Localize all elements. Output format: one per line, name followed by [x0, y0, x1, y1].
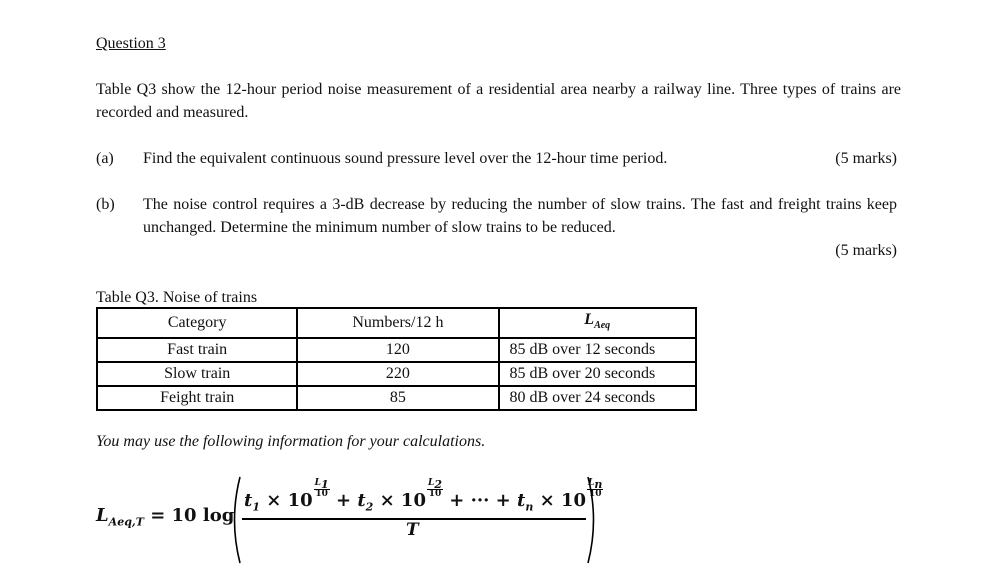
cell-laeq: 85 dB over 20 seconds [499, 362, 697, 386]
part-b-text: The noise control requires a 3-dB decrease by reducing the number of slow trains. The fast and freight trains keep unchanged. Determine the minimum number of slow trains to be reduced. [143, 196, 897, 236]
cell-numbers: 120 [297, 338, 498, 362]
table-row [97, 386, 696, 410]
plus-sign: + [335, 489, 352, 511]
term-t1: t [244, 489, 253, 511]
exp-ln-sub: n [594, 477, 603, 491]
cell-laeq: 80 dB over 24 seconds [499, 386, 697, 410]
cell-numbers: 220 [297, 362, 498, 386]
cell-laeq: 85 dB over 12 seconds [499, 338, 697, 362]
header-numbers: Numbers/12 h [297, 308, 498, 338]
right-paren-icon [586, 475, 603, 565]
cell-category: Slow train [97, 362, 297, 386]
times-ten-n: × 10 [539, 489, 587, 511]
exp-den-2: 10 [428, 488, 442, 499]
exp-den-n: 10 [588, 488, 602, 499]
left-paren-icon [228, 475, 242, 565]
times-ten-1: × 10 [266, 489, 313, 511]
times-ten-2: × 10 [379, 489, 426, 511]
ellipsis-plus: + ··· + [449, 489, 511, 511]
question-heading: Question 3 [96, 35, 166, 52]
exp-l1-sub: 1 [321, 477, 329, 491]
laeq-subscript: Aeq [594, 320, 611, 332]
noise-table [96, 307, 697, 411]
term-tn-sub: n [525, 500, 534, 514]
exp-ln: L [588, 478, 595, 488]
table-row [97, 362, 696, 386]
formula-lhs-symbol: L [96, 505, 109, 526]
term-t2-sub: 2 [365, 500, 374, 514]
formula-lhs-sub: Aeq,T [108, 515, 144, 529]
question-intro: Table Q3 show the 12-hour period noise measurement of a residential area nearby a railway line. Three types of trains are recorded and measured. [96, 81, 901, 121]
part-b-label: (b) [96, 196, 115, 213]
term-t2: t [357, 489, 366, 511]
info-note: You may use the following information for your calculations. [96, 433, 486, 450]
exp-l1: L [314, 478, 321, 488]
formula-denominator: T [406, 520, 419, 540]
exponent-2 [427, 479, 443, 499]
part-a-label: (a) [96, 150, 114, 167]
part-a-text: Find the equivalent continuous sound pressure level over the 12-hour time period. [143, 150, 668, 167]
exp-l2: L [427, 478, 435, 488]
table-row [97, 338, 696, 362]
header-category: Category [97, 308, 297, 338]
exp-l2-sub: 2 [434, 477, 442, 491]
formula-numerator [244, 479, 603, 513]
table-caption: Table Q3. Noise of trains [96, 289, 258, 306]
laeq-formula [96, 475, 616, 570]
table-header-row [97, 308, 696, 338]
term-t1-sub: 1 [252, 500, 260, 514]
term-tn: t [517, 489, 526, 511]
exp-den-1: 10 [315, 488, 328, 499]
cell-category: Feight train [97, 386, 297, 410]
cell-numbers: 85 [297, 386, 498, 410]
laeq-symbol: L [584, 311, 595, 328]
part-a-marks: (5 marks) [835, 150, 897, 167]
header-laeq [499, 308, 697, 338]
cell-category: Fast train [97, 338, 297, 362]
exponent-1 [314, 479, 330, 499]
formula-equals-log: = 10 log [150, 505, 235, 526]
part-b-marks: (5 marks) [835, 242, 897, 259]
formula-lhs [96, 505, 234, 529]
